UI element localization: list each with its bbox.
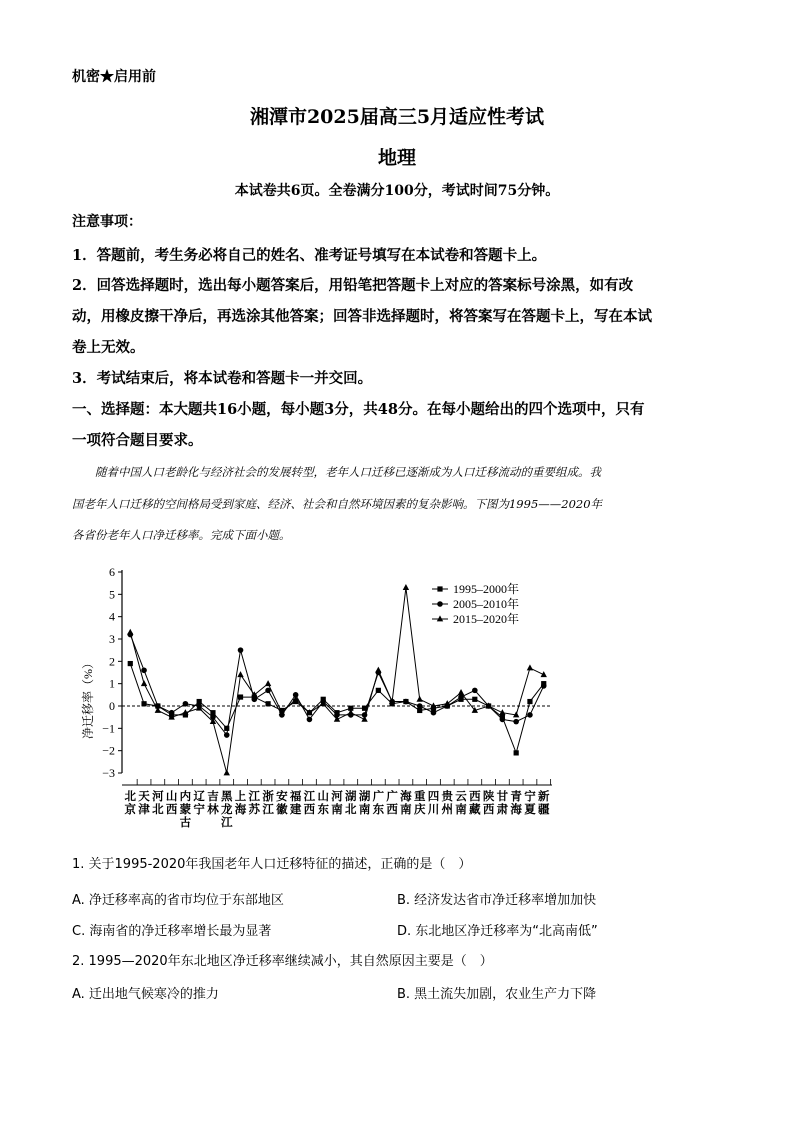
- x-tick-label: 西: [303, 802, 316, 816]
- point-circle: [527, 712, 533, 718]
- note-3: 3．考试结束后，将本试卷和答题卡一并交回。: [72, 370, 373, 387]
- x-tick-label: 陕: [482, 789, 495, 803]
- x-tick-label: 苏: [248, 802, 261, 816]
- y-tick-label: 6: [109, 565, 115, 579]
- x-tick-label: 疆: [537, 802, 550, 816]
- question-1-option-a: A. 净迁移率高的省市均位于东部地区: [72, 893, 284, 908]
- point-triangle: [458, 689, 464, 695]
- point-circle: [403, 699, 409, 705]
- x-tick-label: 海: [234, 802, 247, 816]
- x-tick-label: 西: [165, 802, 178, 816]
- x-tick-label: 夏: [524, 802, 536, 816]
- x-tick-label: 山: [165, 789, 178, 803]
- point-triangle: [237, 671, 243, 677]
- x-tick-label: 蒙: [179, 802, 192, 816]
- exam-title: 湘潭市2025届高三5月适应性考试: [249, 106, 545, 128]
- point-triangle: [127, 629, 133, 635]
- point-square: [527, 699, 532, 704]
- question-2-option-a: A. 迁出地气候寒冷的推力: [72, 987, 219, 1002]
- x-tick-label: 徽: [276, 802, 288, 816]
- point-triangle: [437, 615, 443, 621]
- x-tick-label: 津: [138, 802, 150, 816]
- x-tick-label: 南: [358, 802, 371, 816]
- x-tick-label: 云: [455, 789, 467, 803]
- point-circle: [252, 697, 258, 703]
- legend-label: 1995–2000年: [453, 582, 520, 596]
- x-tick-label: 北: [345, 802, 357, 816]
- point-circle: [431, 710, 437, 716]
- x-tick-label: 湖: [358, 789, 371, 803]
- point-circle: [472, 688, 478, 694]
- note-2-line-3: 卷上无效。: [72, 339, 145, 356]
- series-circle: [127, 632, 546, 738]
- x-tick-label: 西: [482, 802, 495, 816]
- point-triangle: [527, 664, 533, 670]
- y-tick-label: 0: [109, 699, 115, 713]
- x-axis-labels: [125, 789, 550, 829]
- point-square: [437, 586, 442, 591]
- y-tick-label: −2: [102, 743, 115, 758]
- x-tick-label: 肃: [496, 802, 509, 816]
- x-tick-label: 西: [386, 802, 398, 816]
- x-tick-label: 古: [179, 815, 192, 829]
- y-axis: [102, 565, 122, 780]
- x-tick-label: 山: [317, 789, 329, 803]
- point-circle: [183, 701, 189, 707]
- section-heading-line-1: 一、选择题：本大题共16小题，每小题3分，共48分。在每小题给出的四个选项中，只有: [72, 401, 645, 418]
- question-1-option-b: B. 经济发达省市净迁移率增加加快: [397, 893, 597, 908]
- migration-rate-chart: [72, 560, 572, 840]
- x-tick-label: 州: [441, 802, 454, 816]
- subject-title: 地理: [377, 147, 416, 169]
- point-triangle: [444, 700, 450, 706]
- question-2-stem: 2. 1995—2020年东北地区净迁移率继续减小，其自然原因主要是（ ）: [72, 954, 493, 969]
- point-square: [472, 697, 477, 702]
- x-tick-label: 黑: [220, 789, 233, 803]
- x-tick-label: 甘: [496, 789, 509, 803]
- point-circle: [541, 683, 547, 689]
- point-triangle: [265, 680, 271, 686]
- point-circle: [417, 703, 423, 709]
- x-tick-label: 南: [455, 802, 467, 816]
- x-tick-label: 四: [427, 789, 440, 803]
- series-square: [128, 661, 547, 756]
- x-tick-label: 广: [386, 789, 398, 803]
- note-2-line-1: 2．回答选择题时，选出每小题答案后，用铅笔把答题卡上对应的答案标号涂黑，如有改: [72, 277, 634, 294]
- legend-label: 2005–2010年: [453, 597, 520, 611]
- x-tick-label: 藏: [469, 802, 481, 816]
- x-tick-label: 东: [317, 802, 329, 816]
- x-tick-label: 上: [234, 789, 247, 803]
- intro-line-2: 国老年人口迁移的空间格局受到家庭、经济、社会和自然环境因素的复杂影响。下图为1995——2020年: [72, 497, 603, 511]
- x-tick-label: 川: [427, 802, 440, 816]
- point-square: [265, 701, 270, 706]
- point-circle: [307, 717, 313, 723]
- x-tick-label: 江: [220, 815, 233, 829]
- x-tick-label: 浙: [262, 789, 274, 803]
- point-square: [141, 701, 146, 706]
- note-2-line-2: 动，用橡皮擦干净后，再选涂其他答案；回答非选择题时，将答案写在答题卡上，写在本试: [72, 308, 652, 325]
- y-tick-label: 1: [109, 676, 115, 691]
- x-tick-label: 江: [248, 789, 261, 803]
- point-square: [128, 661, 133, 666]
- question-1-option-d: D. 东北地区净迁移率为“北高南低”: [397, 924, 598, 939]
- point-circle: [238, 647, 244, 653]
- intro-line-1: 随着中国人口老龄化与经济社会的发展转型，老年人口迁移已逐渐成为人口迁移流动的重要组成。我: [95, 465, 601, 479]
- exam-info: 本试卷共6页。全卷满分100分，考试时间75分钟。: [234, 183, 560, 199]
- x-tick-label: 内: [179, 789, 192, 803]
- x-tick-label: 新: [537, 789, 550, 803]
- point-triangle: [403, 584, 409, 590]
- x-tick-label: 青: [510, 789, 522, 803]
- x-tick-label: 安: [276, 789, 288, 803]
- x-tick-label: 辽: [193, 789, 205, 803]
- x-tick-label: 宁: [524, 789, 536, 803]
- point-circle: [513, 719, 519, 725]
- point-triangle: [416, 696, 422, 702]
- point-circle: [437, 601, 443, 607]
- x-tick-label: 南: [400, 802, 412, 816]
- x-tick-label: 贵: [441, 789, 454, 803]
- y-tick-label: 5: [109, 587, 115, 602]
- point-triangle: [141, 680, 147, 686]
- x-tick-label: 河: [152, 789, 164, 803]
- point-square: [514, 750, 519, 755]
- y-tick-label: −3: [102, 766, 115, 780]
- x-tick-label: 重: [413, 789, 426, 803]
- x-tick-label: 江: [262, 802, 274, 816]
- note-1: 1．答题前，考生务必将自己的姓名、准考证号填写在本试卷和答题卡上。: [72, 247, 547, 264]
- question-2-option-b: B. 黑土流失加剧，农业生产力下降: [397, 987, 597, 1002]
- x-tick-label: 宁: [193, 802, 205, 816]
- x-tick-label: 东: [372, 802, 385, 816]
- section-heading-line-2: 一项符合题目要求。: [72, 432, 203, 449]
- point-square: [238, 694, 243, 699]
- x-tick-label: 林: [207, 802, 219, 816]
- x-tick-label: 湖: [345, 789, 357, 803]
- point-circle: [224, 732, 230, 738]
- x-tick-label: 北: [152, 802, 164, 816]
- question-1-stem: 1. 关于1995-2020年我国老年人口迁移特征的描述，正确的是（ ）: [72, 857, 472, 872]
- point-square: [376, 688, 381, 693]
- y-tick-label: 3: [109, 632, 115, 646]
- x-tick-label: 京: [124, 802, 137, 816]
- point-triangle: [375, 667, 381, 673]
- confidential-label: 机密★启用前: [72, 69, 156, 85]
- x-tick-label: 海: [400, 789, 412, 803]
- x-tick-label: 北: [124, 789, 137, 803]
- point-circle: [500, 717, 506, 723]
- y-tick-label: 4: [109, 609, 115, 624]
- x-axis-ticks: [122, 779, 552, 785]
- x-tick-label: 海: [510, 802, 522, 816]
- x-tick-label: 河: [331, 789, 343, 803]
- point-circle: [141, 667, 147, 673]
- notes-heading: 注意事项：: [72, 214, 142, 230]
- question-1-option-c: C. 海南省的净迁移率增长最为显著: [72, 924, 272, 939]
- x-tick-label: 江: [303, 789, 316, 803]
- x-tick-label: 建: [289, 802, 302, 816]
- x-tick-label: 南: [331, 802, 343, 816]
- y-axis-label: 净迁移率（%）: [81, 657, 95, 739]
- legend-label: 2015–2020年: [453, 612, 520, 626]
- y-tick-label: 2: [109, 654, 115, 669]
- x-tick-label: 吉: [207, 789, 219, 803]
- x-tick-label: 龙: [220, 802, 233, 816]
- legend: [432, 581, 519, 626]
- y-tick-label: −1: [102, 721, 115, 736]
- point-triangle: [224, 769, 230, 775]
- x-tick-label: 福: [289, 789, 302, 803]
- x-tick-label: 庆: [413, 802, 426, 816]
- x-tick-label: 天: [138, 789, 150, 803]
- x-tick-label: 广: [372, 789, 385, 803]
- intro-line-3: 各省份老年人口净迁移率。完成下面小题。: [72, 528, 291, 542]
- x-tick-label: 西: [469, 789, 481, 803]
